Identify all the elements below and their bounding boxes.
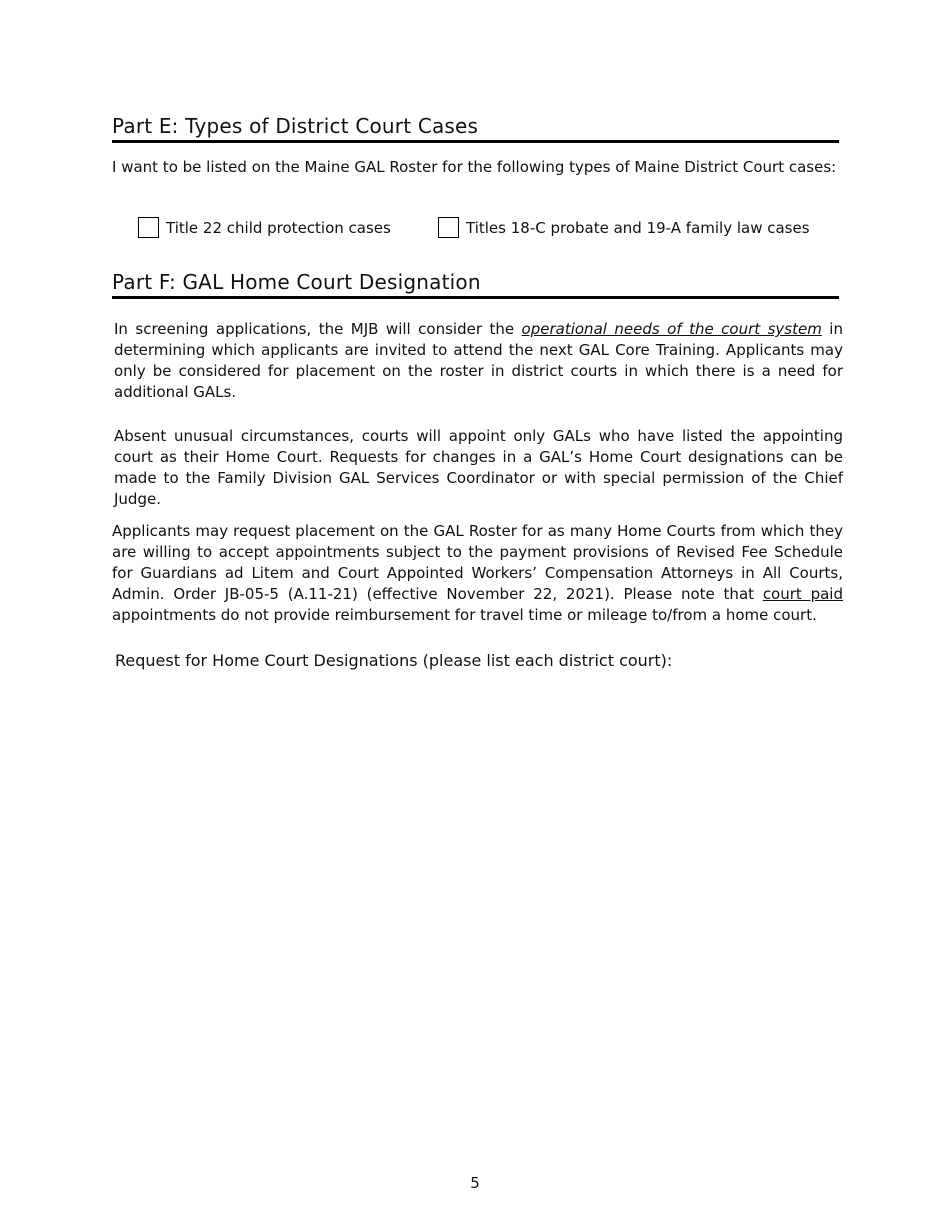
part-f-paragraph-2: Absent unusual circumstances, courts will appoint only GALs who have listed the appointing court as their Home Court. Requests for changes in a GAL’s Home Court designations can be made to the Family Division GAL Services Coordinator or with special permission of the Chief Judge. <box>114 427 843 508</box>
title-22-checkbox[interactable] <box>138 217 159 238</box>
part-f-paragraph-3 <box>112 521 843 626</box>
page-number: 5 <box>470 1174 480 1192</box>
p3-text-before: Applicants may request placement on the GAL Roster for as many Home Courts from which they are willing to accept appointments subject to the payment provisions of Revised Fee Schedule for Guardians ad Litem and Court Appointed Workers’ Compensation Attorneys in All Courts, Admin. Order JB-05-5 (A.11-21) (effective November 22, 2021). Please note that <box>112 522 843 603</box>
p3-text-after: appointments do not provide reimbursement for travel time or mileage to/from a home court. <box>112 606 817 624</box>
option-titles-18c-19a[interactable] <box>438 217 810 238</box>
p1-text-after: in determining which applicants are invited to attend the next GAL Core Training. Applicants may only be considered for placement on the roster in district courts in which there is a need for additional GALs. <box>114 320 843 401</box>
option-title-22[interactable] <box>138 217 391 238</box>
titles-18c-19a-label: Titles 18-C probate and 19-A family law cases <box>466 218 810 237</box>
court-paid-underline: court paid <box>762 585 843 603</box>
operational-needs-emphasis: operational needs of the court system <box>521 320 822 338</box>
title-22-label: Title 22 child protection cases <box>166 218 391 237</box>
part-f-heading: Part F: GAL Home Court Designation <box>112 270 839 299</box>
part-e-heading: Part E: Types of District Court Cases <box>112 114 839 143</box>
p1-text-before: In screening applications, the MJB will consider the <box>114 320 522 338</box>
part-f-paragraph-1 <box>114 319 843 403</box>
home-court-request-label: Request for Home Court Designations (please list each district court): <box>115 651 673 670</box>
titles-18c-19a-checkbox[interactable] <box>438 217 459 238</box>
part-e-intro: I want to be listed on the Maine GAL Roster for the following types of Maine District Court cases: <box>112 158 837 176</box>
